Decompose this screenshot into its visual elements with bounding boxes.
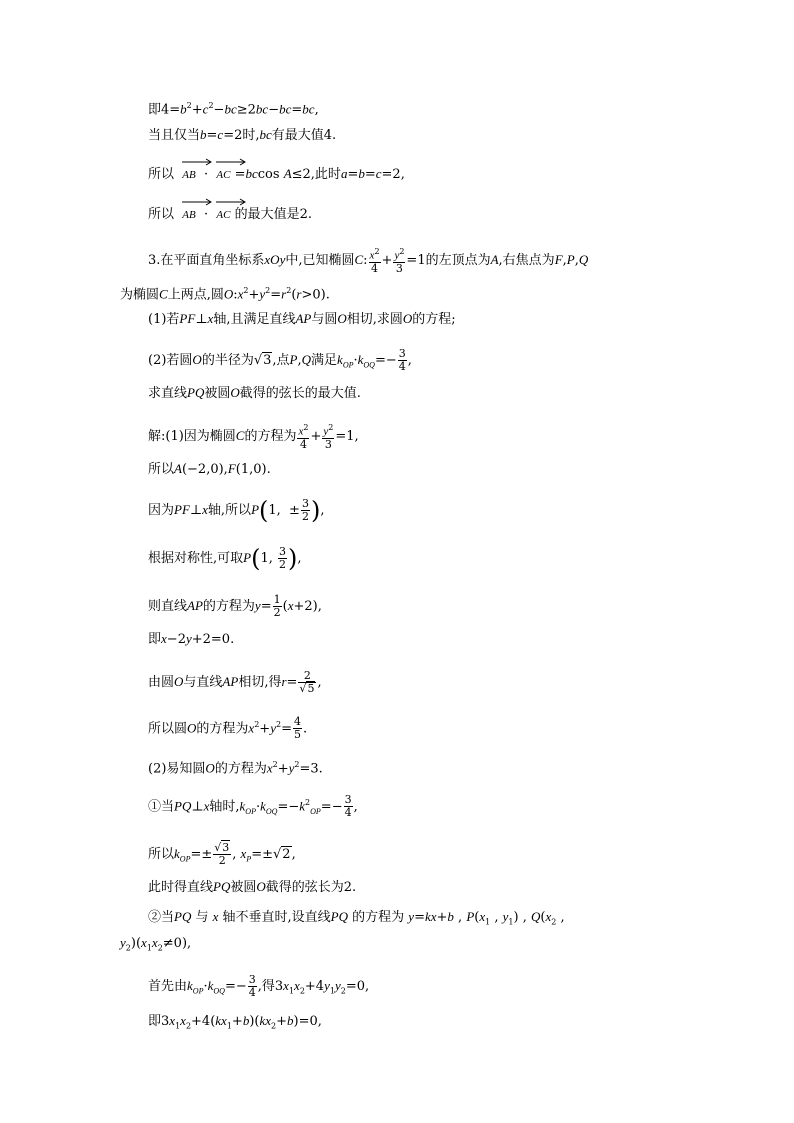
text-line: 因为PF⊥x轴,所以P(1, ± $\frac{3}{2}$ ), (148, 496, 325, 525)
solution-start: 解:(1)因为椭圆C的方程为 $\frac{x^2}{4}$ + $\frac{y^2}{3}$ =1, (148, 423, 359, 451)
text-line: 即$3x_1x_2+4(kx_1+b)(kx_2+b)=0$, (148, 1013, 322, 1031)
text-line: 为椭圆C上两点,圆$O:x^2+y^2=r^2(r>0)$. (120, 286, 330, 303)
text-line: (2)若圆O的半径为√3,点P,Q满足$k_{OP}\cdot k_{OQ}=-$ $\frac{3}{4}$ , (148, 347, 412, 373)
text-line: (1)若PF⊥x轴,且满足直线AP与圆O相切,求圆O的方程; (148, 311, 456, 327)
vector-ac: AC (216, 200, 230, 224)
vector-ac: AC (216, 160, 230, 184)
text-line: 此时得直线PQ被圆O截得的弦长为2. (148, 879, 357, 895)
text-line: 所以 AB · AC =bccos A≤2,此时a=b=c=2, (148, 160, 405, 184)
text-line: 所以 AB · AC 的最大值是2. (148, 200, 312, 224)
text-line: 所以圆O的方程为$x^2+y^2=$ $\frac{4}{5}$ . (148, 715, 308, 742)
text-line: ①当PQ⊥x轴时$,k_{OP}\cdot k_{OQ}=-k^2_{OP}=-$ $\frac{3}{4}$ , (148, 793, 358, 820)
text-line: 所以$k_{OP}=\pm$ $\frac{√3}{2}$ , $x_P=\pm√2$, (148, 841, 296, 867)
text-line: 根据对称性,可取P(1, $\frac{3}{2}$ ), (148, 544, 302, 573)
text-line: 由圆O与直线AP相切,得r= $\frac{2}{√5}$ , (148, 669, 322, 695)
text-line: 即$4=b^2+c^2-bc\ge 2bc-bc=bc$, (148, 101, 319, 118)
text-line: $y_2)(x_1x_2\ne 0)$, (120, 935, 192, 953)
vector-ab: AB (182, 200, 195, 224)
text-line: 即x−2y+2=0. (148, 631, 235, 647)
text-line: 求直线PQ被圆O截得的弦长的最大值. (148, 385, 361, 401)
text-line: 则直线AP的方程为y= $\frac{1}{2}$ (x+2), (148, 593, 322, 619)
problem-statement: 3.在平面直角坐标系xOy中,已知椭圆C: $\frac{x^2}{4}$ + $\frac{y^2}{3}$ =1的左顶点为A,右焦点为F,P,Q (148, 247, 589, 275)
vector-ab: AB (182, 160, 195, 184)
text-line: (2)易知圆O的方程为$x^2+y^2=3$. (148, 760, 323, 777)
text-line: ②当PQ 与 x 轴不垂直时,设直线PQ 的方程为 y=kx+b , $P(x_1$ , $y_1$) , $Q(x_2$ , (148, 909, 565, 927)
text-line: 当且仅当b=c=2时,bc有最大值4. (148, 127, 337, 143)
text-line: 首先由$k_{OP}\cdot k_{OQ}=-$ $\frac{3}{4}$ ,得$3x_1x_2+4y_1y_2=0$, (148, 973, 370, 999)
text-line: 所以A(−2,0),F(1,0). (148, 461, 271, 477)
